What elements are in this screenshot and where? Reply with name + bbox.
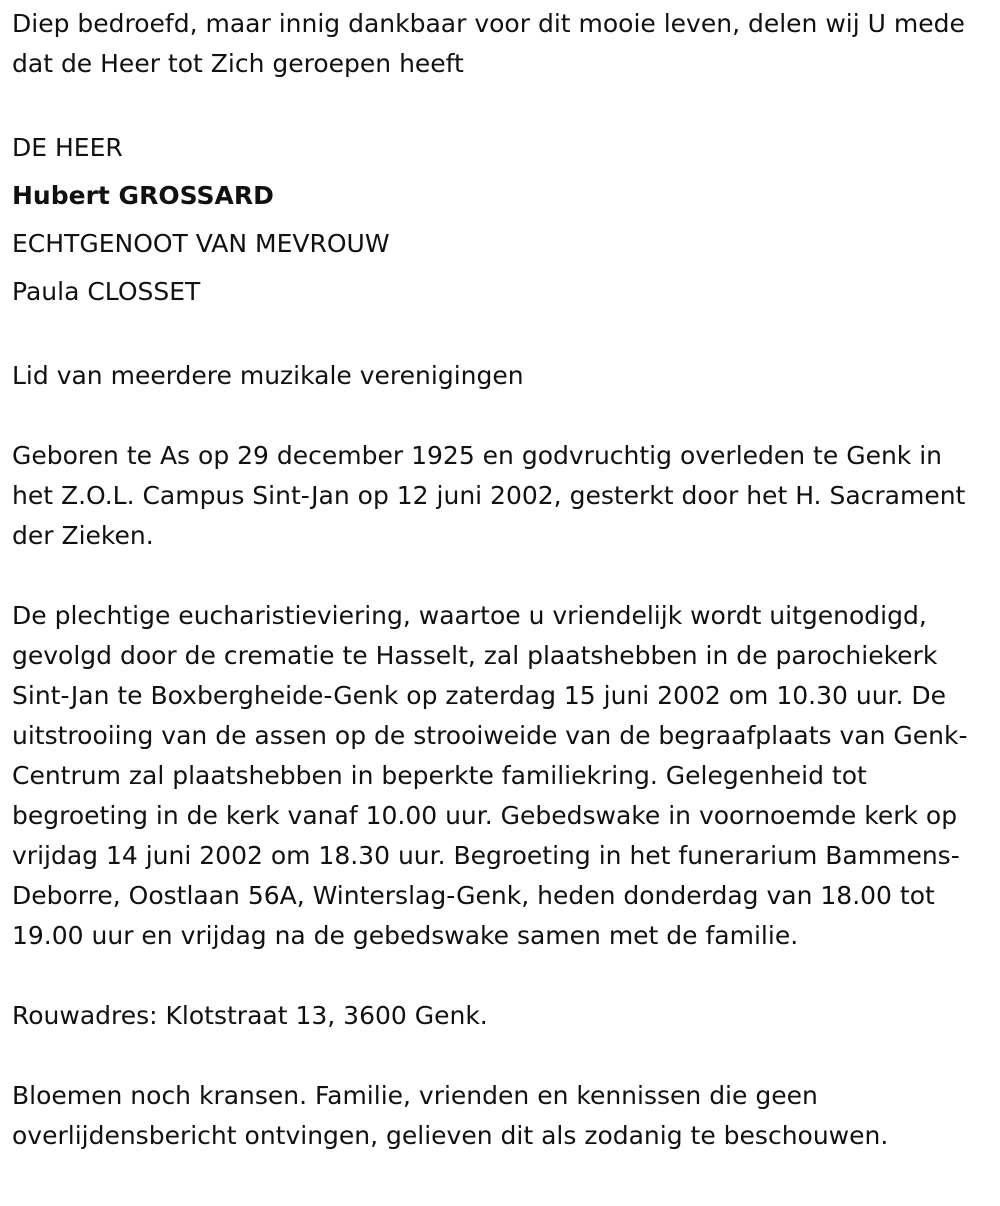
closing-text: Bloemen noch kransen. Familie, vrienden en kennissen die geen overlijdensbericht ontvingen, gelieven dit als zodanig te beschouwen. <box>12 1081 889 1150</box>
membership-text: Lid van meerdere muzikale verenigingen <box>12 361 524 390</box>
spacer <box>12 556 988 596</box>
deceased-name: Hubert GROSSARD <box>12 181 274 210</box>
spacer <box>12 396 988 436</box>
relation-text: ECHTGENOOT VAN MEVROUW <box>12 229 390 258</box>
spacer <box>12 84 988 124</box>
ceremony-text: De plechtige eucharistieviering, waartoe u vriendelijk wordt uitgenodigd, gevolgd door de crematie te Hasselt, zal plaatshebben in de parochiekerk Sint-Jan te Boxbergheide-Genk op zaterdag 15 juni 2002 om 10.30 uur. De uitstrooiing van de assen op de strooiweide van de begraafplaats van Genk-Centrum zal plaatshebben in beperkte familiekring. Gelegenheid tot begroeting in de kerk vanaf 10.00 uur. Gebedswake in voornoemde kerk op vrijdag 14 juni 2002 om 18.30 uur. Begroeting in het funerarium Bammens-Deborre, Oostlaan 56A, Winterslag-Genk, heden donderdag van 18.00 tot 19.00 uur en vrijdag na de gebedswake samen met de familie. <box>12 601 968 950</box>
intro-text: Diep bedroefd, maar innig dankbaar voor dit mooie leven, delen wij U mede dat de Heer tot Zich geroepen heeft <box>12 9 965 78</box>
birth-death-text: Geboren te As op 29 december 1925 en godvruchtig overleden te Genk in het Z.O.L. Campus Sint-Jan op 12 juni 2002, gesterkt door het H. Sacrament der Zieken. <box>12 441 966 550</box>
title-prefix: DE HEER <box>12 133 123 162</box>
address-text: Rouwadres: Klotstraat 13, 3600 Genk. <box>12 1001 488 1030</box>
spacer <box>12 956 988 996</box>
spacer <box>12 316 988 356</box>
spouse-name: Paula CLOSSET <box>12 277 201 306</box>
spacer <box>12 1036 988 1076</box>
